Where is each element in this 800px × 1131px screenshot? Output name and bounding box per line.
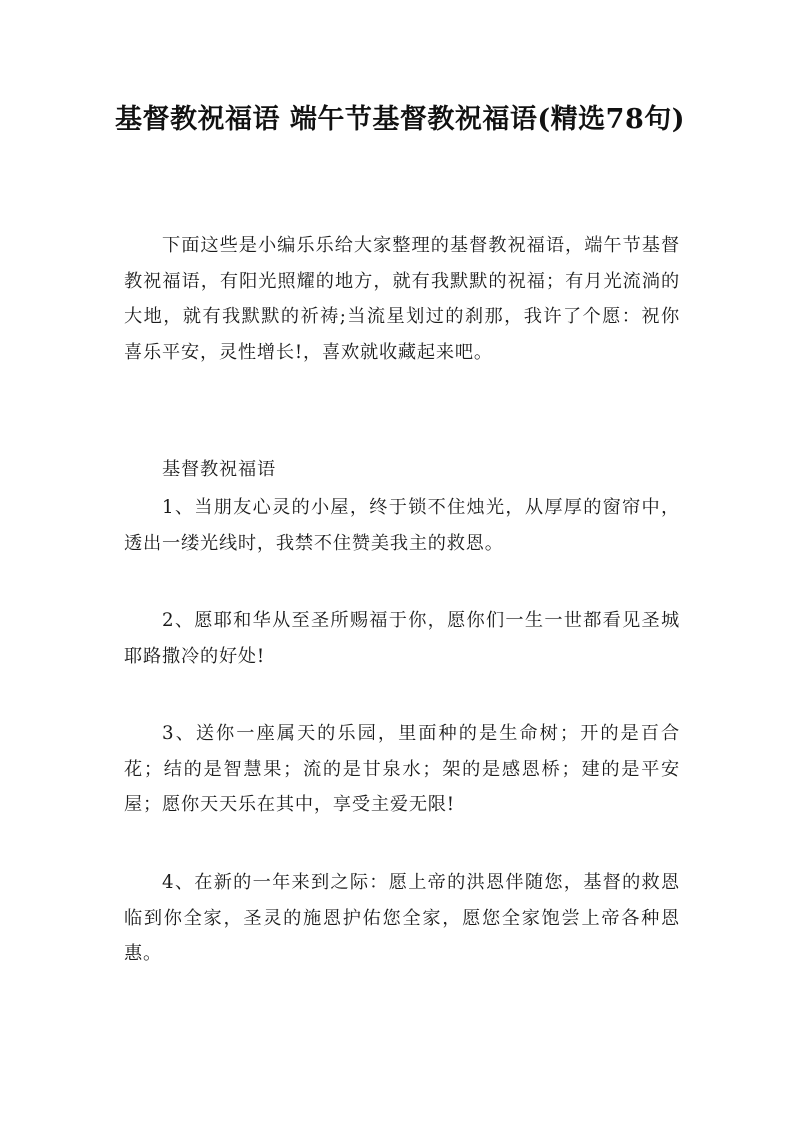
section-heading: 基督教祝福语 bbox=[162, 459, 276, 480]
list-item: 4、在新的一年来到之际：愿上帝的洪恩伴随您，基督的救恩临到你全家，圣灵的施恩护佑您全家，愿您全家饱尝上帝各种恩惠。 bbox=[124, 872, 680, 964]
list-item: 1、当朋友心灵的小屋，终于锁不住烛光，从厚厚的窗帘中，透出一缕光线时，我禁不住赞美我主的救恩。 bbox=[124, 497, 680, 554]
intro-paragraph: 下面这些是小编乐乐给大家整理的基督教祝福语，端午节基督教祝福语，有阳光照耀的地方，就有我默默的祝福；有月光流淌的大地，就有我默默的祈祷;当流星划过的刹那，我许了个愿：祝你喜乐平安，灵性增长!，喜欢就收藏起来吧。 bbox=[124, 235, 680, 363]
list-item: 2、愿耶和华从至圣所赐福于你，愿你们一生一世都看见圣城耶路撒冷的好处! bbox=[124, 610, 680, 667]
list-item: 3、送你一座属天的乐园，里面种的是生命树；开的是百合花；结的是智慧果；流的是甘泉水；架的是感恩桥；建的是平安屋；愿你天天乐在其中，享受主爱无限! bbox=[124, 723, 680, 815]
document-title: 基督教祝福语 端午节基督教祝福语(精选78句) bbox=[114, 104, 686, 135]
